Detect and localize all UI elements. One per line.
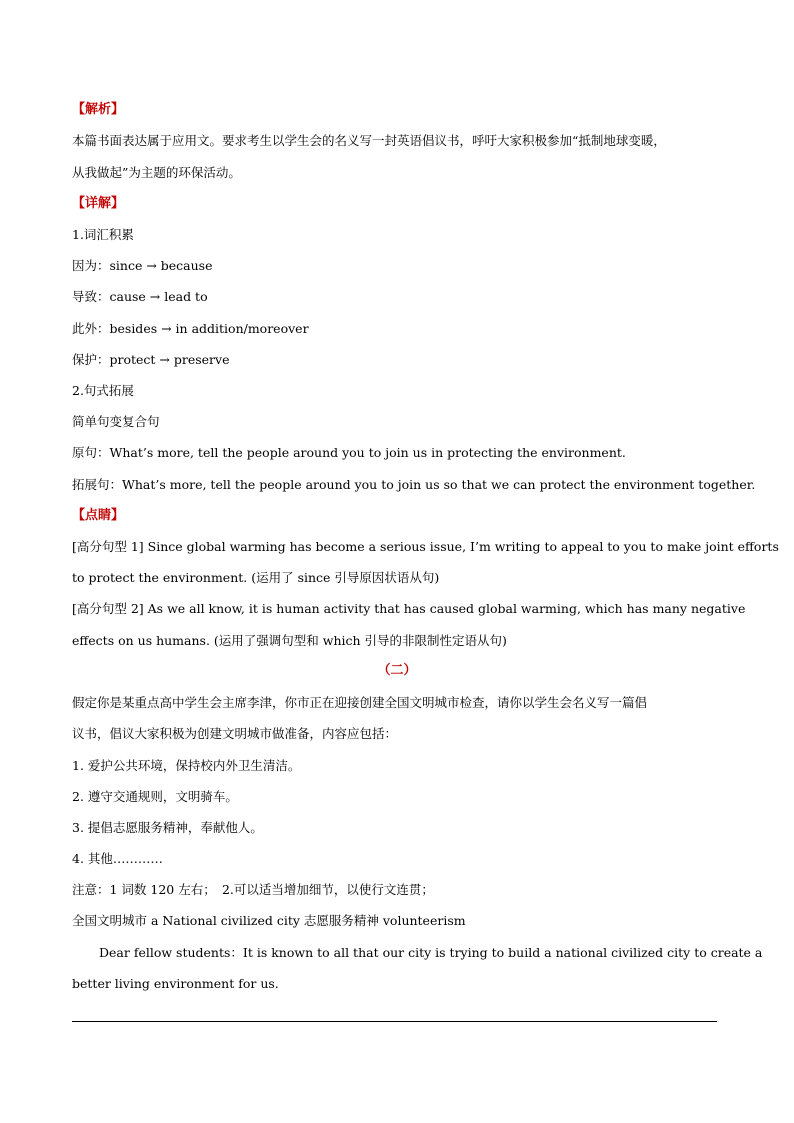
- analysis-heading: 【解析】: [72, 102, 125, 117]
- details-heading: 【详解】: [72, 196, 125, 211]
- part-two-heading: （二）: [377, 663, 417, 678]
- prompt-line-1: 假定你是某重点高中学生会主席李津，你市正在迎接创建全国文明城市检查，请你以学生会名义写一篇倡: [72, 695, 648, 710]
- prompt-point: 1. 爱护公共环境，保持校内外卫生清洁。: [72, 758, 301, 773]
- sentence-title: 2.句式拓展: [72, 383, 134, 398]
- letter-line-2: better living environment for us.: [72, 976, 279, 991]
- original-sentence: 原句：What’s more, tell the people around you to join us in protecting the environment.: [72, 445, 626, 460]
- analysis-text-line-1: 本篇书面表达属于应用文。要求考生以学生会的名义写一封英语倡议书，呼吁大家积极参加“抵制地球变暖，: [72, 133, 666, 148]
- vocab-title: 1.词汇积累: [72, 227, 134, 242]
- vocab-item: 保护：protect → preserve: [72, 352, 230, 367]
- highlight-item-1-line-2: to protect the environment. (运用了 since 引导原因状语从句): [72, 570, 440, 585]
- prompt-point: 2. 遵守交通规则，文明骑车。: [72, 789, 238, 804]
- expanded-sentence: 拓展句：What’s more, tell the people around you to join us so that we can protect the environment together.: [72, 477, 756, 492]
- highlight-item-1-line-1: [高分句型 1] Since global warming has become a serious issue, I’m writing to appeal to you to make joint efforts: [72, 539, 779, 554]
- prompt-point: 4. 其他…………: [72, 851, 163, 866]
- writing-note: 注意：1 词数 120 左右； 2.可以适当增加细节，以使行文连贯；: [72, 882, 434, 897]
- letter-line-1: Dear fellow students：It is known to all that our city is trying to build a national civilized city to create a: [99, 945, 763, 960]
- highlight-item-2-line-1: [高分句型 2] As we all know, it is human activity that has caused global warming, which has many negative: [72, 601, 746, 616]
- highlight-item-2-line-2: effects on us humans. (运用了强调句型和 which 引导的非限制性定语从句): [72, 633, 507, 648]
- vocab-item: 导致：cause → lead to: [72, 289, 208, 304]
- highlights-heading: 【点睛】: [72, 508, 125, 523]
- vocab-item: 因为：since → because: [72, 258, 213, 273]
- analysis-text-line-2: 从我做起”为主题的环保活动。: [72, 165, 241, 180]
- answer-line-divider: [72, 1021, 717, 1022]
- prompt-point: 3. 提倡志愿服务精神，奉献他人。: [72, 820, 263, 835]
- prompt-line-2: 议书，倡议大家积极为创建文明城市做准备，内容应包括：: [72, 726, 398, 741]
- glossary-line: 全国文明城市 a National civilized city 志愿服务精神 volunteerism: [72, 913, 466, 928]
- sentence-subtitle: 简单句变复合句: [72, 414, 160, 429]
- vocab-item: 此外：besides → in addition/moreover: [72, 321, 309, 336]
